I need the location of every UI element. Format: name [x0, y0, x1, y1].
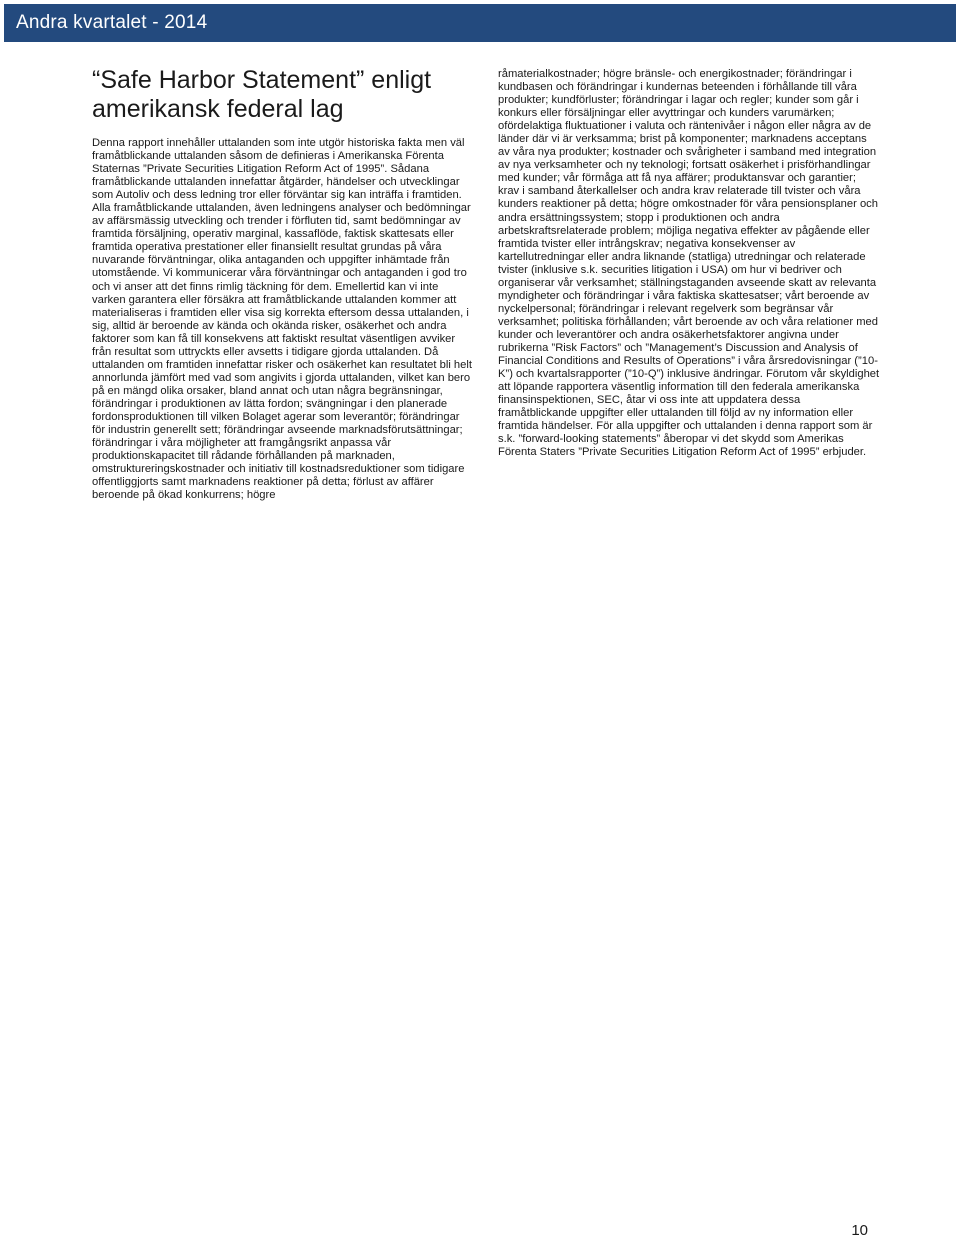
page-number: 10	[851, 1222, 868, 1239]
report-period-title: Andra kvartalet - 2014	[16, 12, 208, 33]
header-bar	[4, 4, 956, 42]
section-heading: “Safe Harbor Statement” enligt amerikansk federal lag	[92, 66, 432, 123]
right-column	[498, 68, 880, 459]
right-column-paragraph: råmaterialkostnader; högre bränsle- och energikostnader; förändringar i kundbasen och förändringar i kundernas beteenden i förhållande till våra produkter; kundförluster; förändringar i lagar och regler; kunder som går i konkurs eller försäljningar eller avyttringar och kunders varumärken; ofördelaktiga fluktuationer i valuta och räntenivåer i någon eller några av de länder där vi är verksamma; brist på komponenter; marknadens acceptans av våra nya produkter; kostnader och svårigheter i samband med integration av nya verksamheter och ny teknologi; fortsatt osäkerhet i prisförhandlingar med kunder; vår förmåga att få nya affärer; produktansvar och garantier; krav i samband återkallelser och andra krav relaterade till tvister och våra kunders reaktioner på detta; högre omkostnader för våra pensionsplaner och andra ersättningssystem; stopp i produktionen och andra arbetskraftsrelaterade problem; möjliga negativa effekter av pågående eller framtida tvister eller intrångskrav; negativa konsekvenser av kartellutredningar eller andra liknande (statliga) utredningar och relaterade tvister (inklusive s.k. securities litigation i USA) om hur vi bedriver och organiserar vår verksamhet; ställningstaganden avseende skatt av relevanta myndigheter och förändringar i våra faktiska skattesatser; vårt beroende av nyckelpersonal; förändringar i relevant regelverk som begränsar vår verksamhet; politiska förhållanden; vårt beroende av och våra relationer med kunder och leverantörer och andra osäkerhetsfaktorer angivna under rubrikerna ”Risk Factors” och ”Management’s Discussion and Analysis of Financial Conditions and Results of Operations” i våra årsredovisningar (”10-K”) och kvartalsrapporter (”10-Q”) inklusive ändringar. Förutom vår skyldighet att löpande rapportera väsentlig information till den federala amerikanska finansinspektionen, SEC, åtar vi oss inte att uppdatera dessa framåtblickande uppgifter eller uttalanden till följd av ny information eller framtida händelser. För alla uppgifter och uttalanden i denna rapport som är s.k. ”forward-looking statements” åberopar vi det skydd som Amerikas Förenta Staters ”Private Securities Litigation Reform Act of 1995” erbjuder.	[498, 68, 880, 459]
left-column-paragraph: Denna rapport innehåller uttalanden som inte utgör historiska fakta men väl framåtblickande uttalanden såsom de definieras i Amerikanska Förenta Staternas ”Private Securities Litigation Reform Act of 1995”. Sådana framåtblickande uttalanden innefattar åtgärder, händelser och utvecklingar som Autoliv och dess ledning tror eller förväntar sig kan inträffa i framtiden. Alla framåtblickande uttalanden, även ledningens analyser och bedömningar av affärsmässig utveckling och trender i förfluten tid, samt bedömningar av framtida försäljning, operativ marginal, kassaflöde, faktisk skattesats eller framtida operativa prestationer eller finansiellt resultat grundas på våra nuvarande förväntningar, olika antaganden och uppgifter inhämtade från utomstående. Vi kommunicerar våra förväntningar och antaganden i god tro och vi anser att det finns rimlig täckning för dem. Emellertid kan vi inte varken garantera eller försäkra att framåtblickande uttalanden kommer att materialiseras i framtiden eller visa sig korrekta eftersom dessa uttalanden, i sig, alltid är beroende av kända och okända risker, osäkerhet och andra faktorer som kan få till konsekvens att faktiskt resultat väsentligen avviker från resultat som uttryckts eller avsetts i tidigare gjorda uttalanden. Då uttalanden om framtiden innefattar risker och osäkerhet kan resultatet bli helt annorlunda jämfört med vad som angivits i gjorda uttalanden, vilket kan bero på en mängd olika orsaker, bland annat och utan några begränsningar, förändringar i produktionen av lätta fordon; svängningar i den planerade fordonsproduktionen till vilken Bolaget agerar som leverantör; förändringar för industrin generellt sett; förändringar avseende marknadsförutsättningar; förändringar i våra möjligheter att framgångsrikt anpassa vår produktionskapacitet till rådande förhållanden på marknaden, omstruktureringskostnader och initiativ till kostnadsreduktioner som tidigare offentliggjorts samt marknadens reaktioner på detta; förlust av affärer beroende på ökad konkurrens; högre	[92, 137, 472, 502]
left-column	[92, 137, 472, 502]
